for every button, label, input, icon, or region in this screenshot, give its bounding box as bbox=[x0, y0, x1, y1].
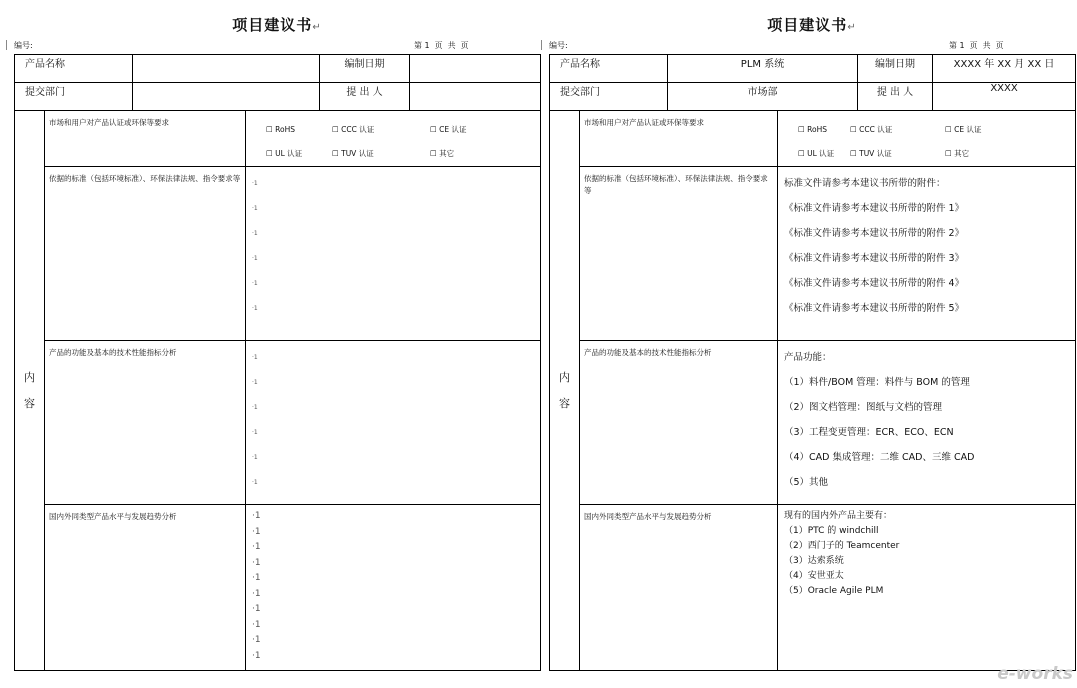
content-side-label: 内 容 bbox=[550, 111, 580, 671]
date-label: 编制日期 bbox=[320, 55, 410, 83]
proposer-label: 提 出 人 bbox=[320, 83, 410, 111]
market-answer[interactable]: 现有的国内外产品主要有： （1）PTC 的 windchill （2）西门子的 Teamcenter （3）达索系统 （4）安世亚太 （5）Oracle Agile PLM bbox=[778, 505, 1076, 671]
proposer-label: 提 出 人 bbox=[858, 83, 933, 111]
standards-question: 依据的标准（包括环境标准）、环保法律法规、指令要求等 bbox=[45, 167, 246, 341]
certification-question: 市场和用户对产品认证或环保等要求 bbox=[580, 111, 778, 167]
product-name-value[interactable]: PLM 系统 bbox=[668, 55, 858, 83]
date-value[interactable] bbox=[410, 55, 541, 83]
standards-question: 依据的标准（包括环境标准）、环保法律法规、指令要求等 bbox=[580, 167, 778, 341]
margin-marker bbox=[6, 40, 12, 50]
function-answer[interactable]: 产品功能： （1）料件/BOM 管理：料件与 BOM 的管理 （2）图文档管理：图纸与文档的管理 （3）工程变更管理：ECR、ECO、ECN （4）CAD 集成管理：二维 CAD、三维 CAD （5）其他 bbox=[778, 341, 1076, 505]
market-question: 国内外同类型产品水平与发展趋势分析 bbox=[580, 505, 778, 671]
document-title: 项目建议书↵ bbox=[232, 16, 322, 34]
product-name-label: 产品名称 bbox=[15, 55, 133, 83]
function-question: 产品的功能及基本的技术性能指标分析 bbox=[580, 341, 778, 505]
certification-checkboxes[interactable]: ☐ RoHS ☐ CCC 认证 ☐ CE 认证 ☐ UL 认证 ☐ TUV 认证 ☐ 其它 bbox=[246, 111, 541, 167]
dept-label: 提交部门 bbox=[550, 83, 668, 111]
dept-value[interactable] bbox=[133, 83, 320, 111]
dept-label: 提交部门 bbox=[15, 83, 133, 111]
code-label: 编号: bbox=[549, 41, 568, 50]
product-name-label: 产品名称 bbox=[550, 55, 668, 83]
dept-value[interactable]: 市场部 bbox=[668, 83, 858, 111]
function-question: 产品的功能及基本的技术性能指标分析 bbox=[45, 341, 246, 505]
code-label: 编号: bbox=[14, 41, 33, 50]
blank-proposal-page bbox=[14, 0, 540, 688]
filled-proposal-page bbox=[549, 0, 1075, 688]
proposal-form-table bbox=[549, 54, 1076, 671]
page-number: 第 1 页 共 页 bbox=[949, 41, 1004, 50]
certification-checkboxes[interactable]: ☐ RoHS ☐ CCC 认证 ☐ CE 认证 ☐ UL 认证 ☐ TUV 认证 ☐ 其它 bbox=[778, 111, 1076, 167]
date-label: 编制日期 bbox=[858, 55, 933, 83]
ework-watermark-logo: e-works bbox=[997, 664, 1073, 684]
proposer-value[interactable] bbox=[410, 83, 541, 111]
proposal-form-table bbox=[14, 54, 541, 671]
function-answer[interactable]: ·1 ·1 ·1 ·1 ·1 ·1 bbox=[246, 341, 541, 505]
market-question: 国内外同类型产品水平与发展趋势分析 bbox=[45, 505, 246, 671]
standards-answer[interactable]: 标准文件请参考本建议书所带的附件： 《标准文件请参考本建议书所带的附件 1》 《标准文件请参考本建议书所带的附件 2》 《标准文件请参考本建议书所带的附件 3》 《标准文件请参考本建议书所带的附件 4》 《标准文件请参考本建议书所带的附件 5》 bbox=[778, 167, 1076, 341]
margin-marker bbox=[541, 40, 547, 50]
standards-answer[interactable]: ·1 ·1 ·1 ·1 ·1 ·1 bbox=[246, 167, 541, 341]
certification-question: 市场和用户对产品认证或环保等要求 bbox=[45, 111, 246, 167]
proposer-value[interactable]: XXXX bbox=[933, 83, 1076, 111]
document-title: 项目建议书↵ bbox=[767, 16, 857, 34]
date-value[interactable]: XXXX 年 XX 月 XX 日 bbox=[933, 55, 1076, 83]
market-answer[interactable]: ·1 ·1 ·1 ·1 ·1 ·1 ·1 ·1 ·1 ·1 bbox=[246, 505, 541, 671]
content-side-label: 内 容 bbox=[15, 111, 45, 671]
page-number: 第 1 页 共 页 bbox=[414, 41, 469, 50]
product-name-value[interactable] bbox=[133, 55, 320, 83]
